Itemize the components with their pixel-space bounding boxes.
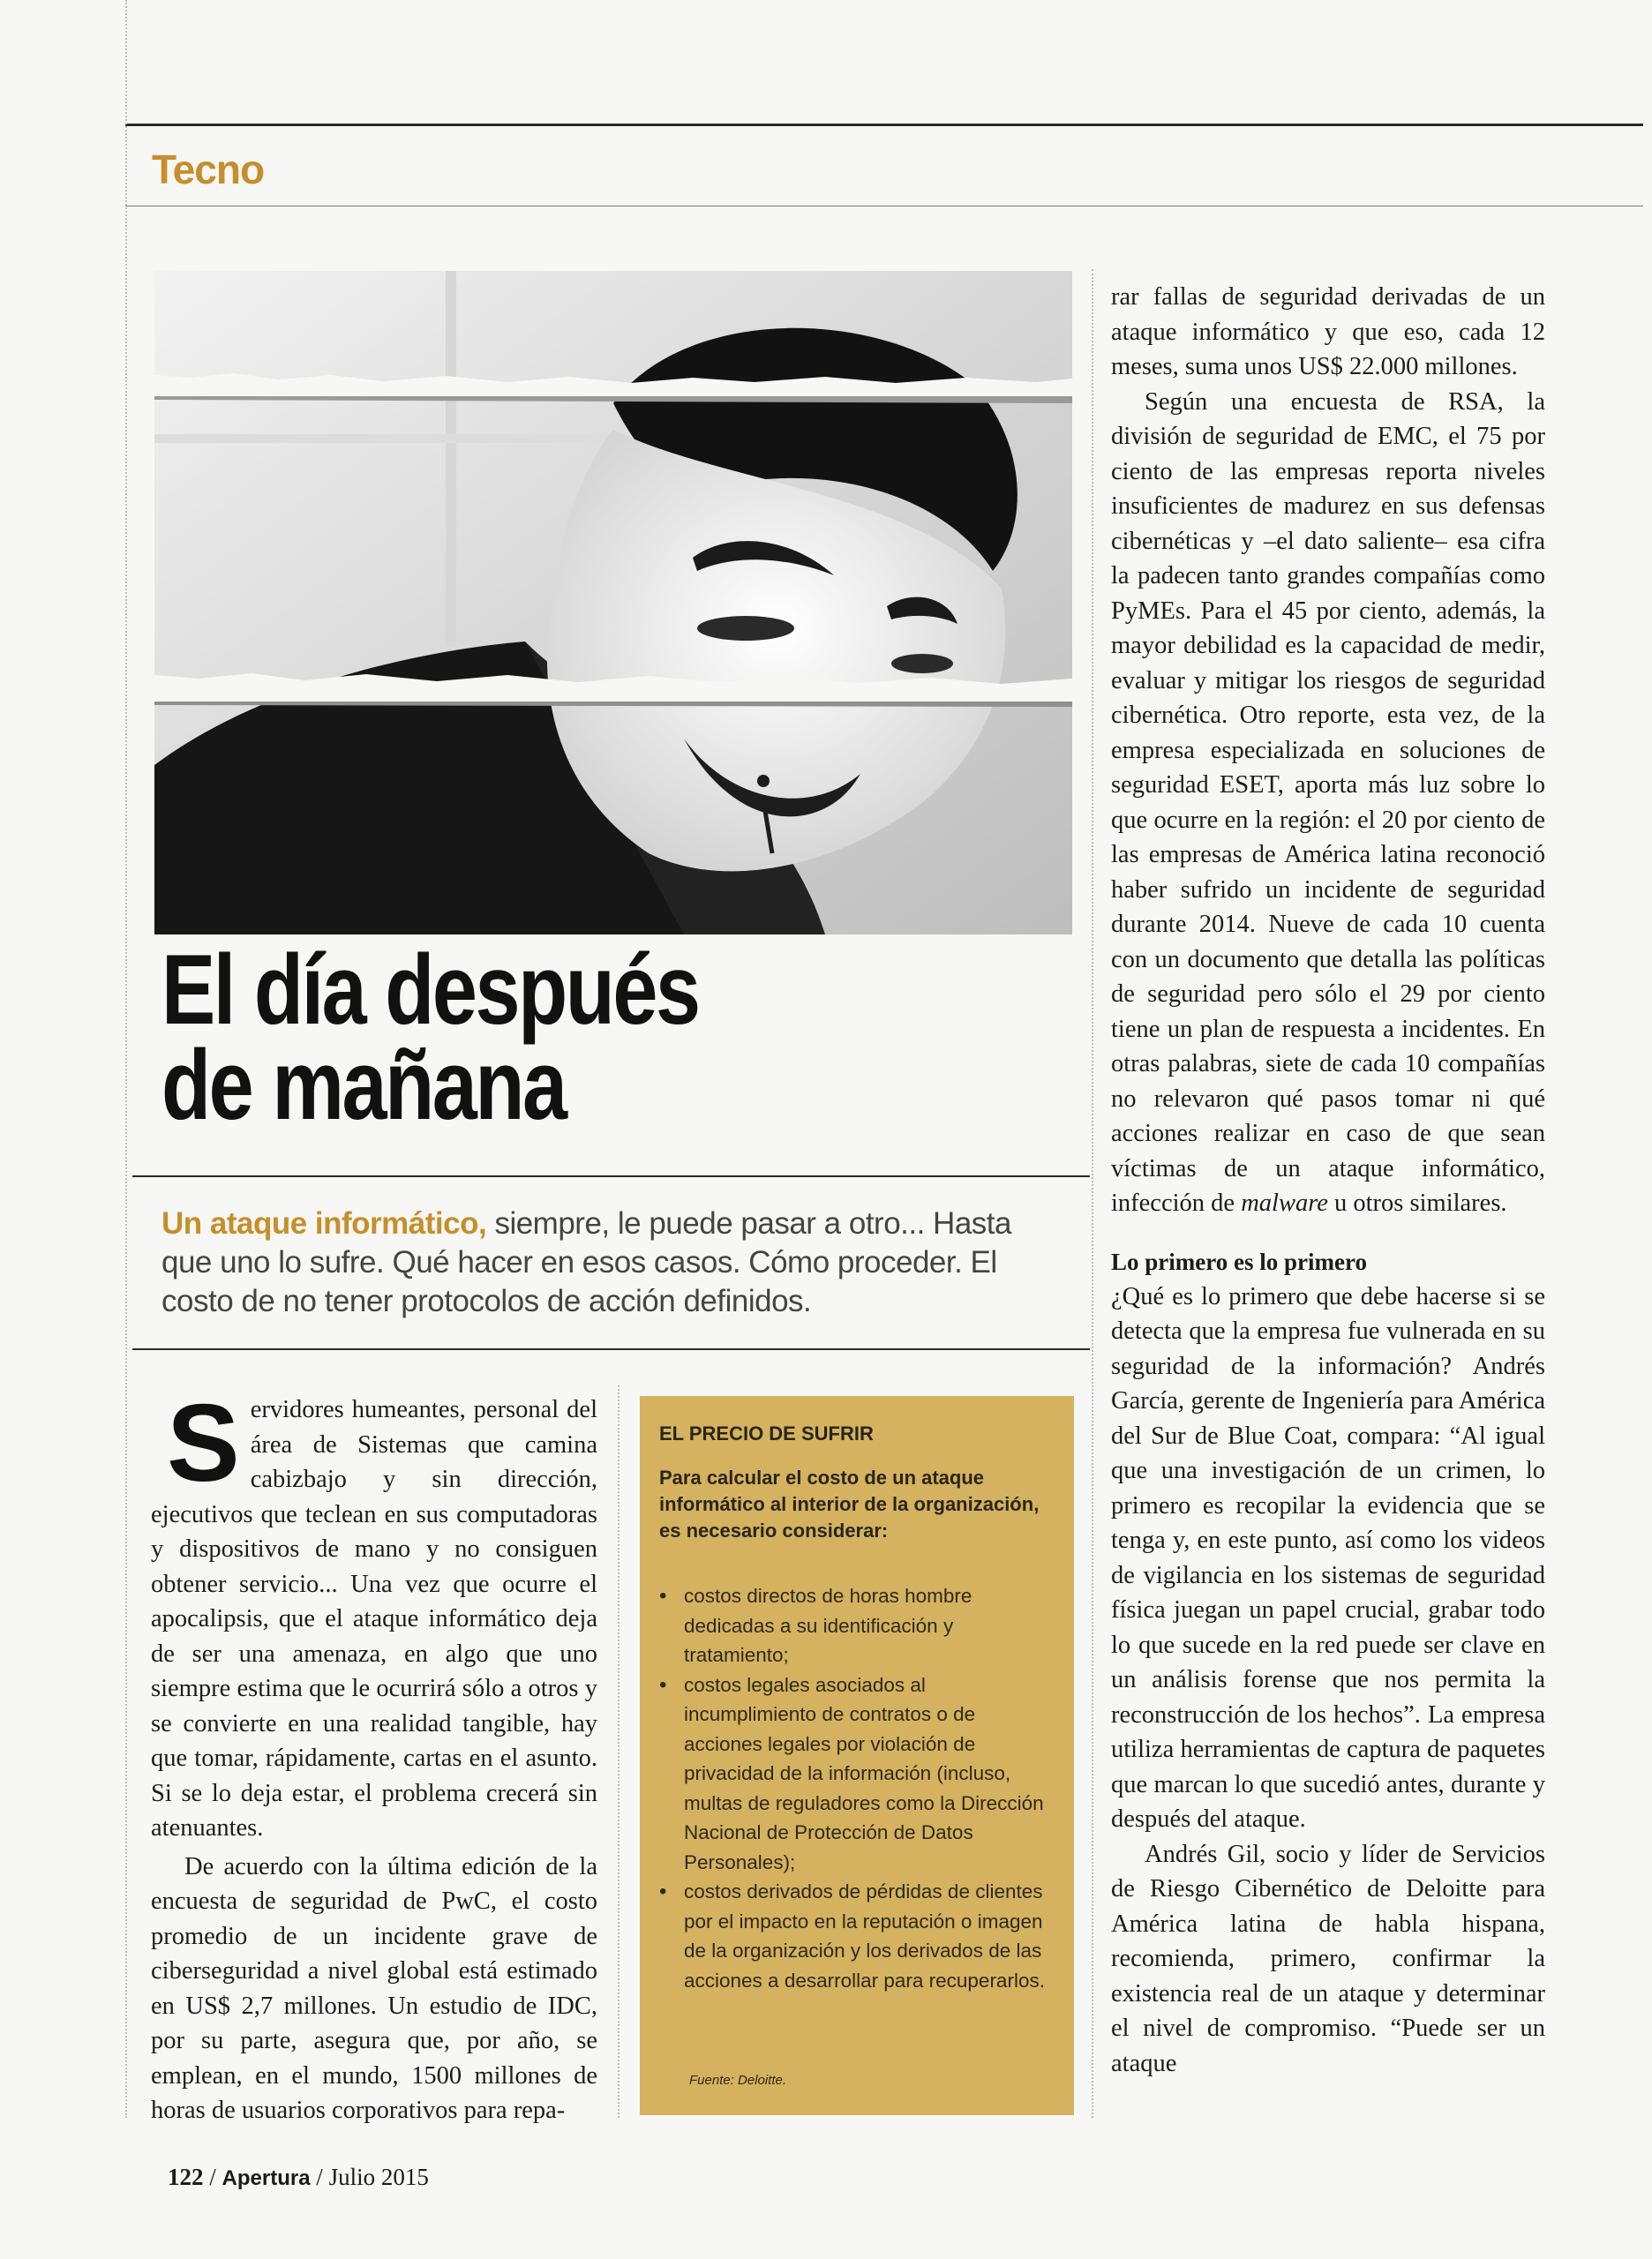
deck-text: siempre, le puede pasar a otro... Hasta que uno lo sufre. Qué hacer en esos casos. Cómo proceder. El costo de no tener protocolos de acción definidos. xyxy=(161,1206,1011,1318)
page-number: 122 xyxy=(168,2164,204,2190)
deck-lead: Un ataque informático, xyxy=(161,1206,487,1241)
body-paragraph: ¿Qué es lo primero que debe hacerse si se detecta que la empresa fue vulnerada en su seguridad de la información? Andrés García, gerente de Ingeniería para América del Sur de Blue Coat, compara: “Al igual que una investigación de un crimen, lo primero es recopilar la evidencia que se tenga y, en este punto, así como los videos de vigilancia en los sistemas de seguridad física juegan un papel crucial, grabar todo lo que sucede en la red puede ser clave en un análisis forense que nos permita la reconstrucción de los hechos”. La empresa utiliza herramientas de captura de paquetes que marcan lo que sucedió antes, durante y después del ataque. xyxy=(1111,1282,1545,1833)
section-label: Tecno xyxy=(152,146,265,192)
body-column-left xyxy=(151,1383,597,2128)
body-paragraph: Según una encuesta de RSA, la división de seguridad de EMC, el 75 por ciento de las empresas reporta niveles insuficientes de madurez en sus defensas cibernéticas y –el dato saliente– esa cifra la padecen tanto grandes compañías como PyMEs. Para el 45 por ciento, además, la mayor debilidad es la capacidad de medir, evaluar y mitigar los riesgos de seguridad cibernética. Otro reporte, esta vez, de la empresa especializada en soluciones de seguridad ESET, aporta más luz sobre lo que ocurre en la región: el 20 por ciento de las empresas de América latina reconoció haber sufrido un incidente de seguridad durante 2014. Nueve de cada 10 cuenta con un documento que detalla las políticas de seguridad pero sólo el 29 por ciento tiene un plan de respuesta a incidentes. En otras palabras, siete de cada 10 compañías no relevaron qué pasos tomar ni qué acciones realizar en caso de que sean víctimas de un ataque informático, infección de malware u otros similares. xyxy=(1111,387,1545,1217)
body-paragraph: De acuerdo con la última edición de la encuesta de seguridad de PwC, el costo promedio de un incidente grave de ciberseguridad a nivel global está estimado en US$ 2,7 millones. Un estudio de IDC, por su parte, asegura que, por año, se emplean, en el mundo, 1500 millones de horas de usuarios corporativos para repa- xyxy=(151,1852,597,2124)
page-footer: 122 / Apertura / Julio 2015 xyxy=(168,2164,429,2190)
sidebar-list-item: • costos legales asociados al incumplimiento de contratos o de acciones legales por violación de privacidad de la información (incluso, multas de reguladores como la Dirección Nacional de Protección de Datos Personales); xyxy=(659,1670,1048,1878)
drop-cap: S xyxy=(167,1383,240,1505)
deck xyxy=(161,1205,1062,1321)
body-paragraph: rar fallas de seguridad derivadas de un ataque informático y que eso, cada 12 meses, suma unos US$ 22.000 millones. xyxy=(1111,283,1545,380)
hero-photo xyxy=(154,271,1072,934)
deck-bottom-rule xyxy=(132,1348,1090,1350)
headline-line-2: de mañana xyxy=(161,1030,566,1140)
magazine-name: Apertura xyxy=(222,2166,311,2190)
masked-person-illustration xyxy=(154,271,1072,934)
sidebar-intro: Para calcular el costo de un ataque informático al interior de la organización, es necesario considerar: xyxy=(659,1467,1040,1542)
deck-top-rule xyxy=(132,1175,1090,1177)
sidebar-title: EL PRECIO DE SUFRIR xyxy=(659,1422,874,1445)
body-paragraph: Servidores humeantes, personal del área de Sistemas que camina cabizbajo y sin dirección, ejecutivos que teclean en sus computadoras y dispositivos de mano y no consiguen obtener servicio... Una vez que ocurre el apocalipsis, que el ataque informático deja de ser una amenaza, en algo que uno siempre estima que le ocurrirá sólo a otros y se convierte en una realidad tangible, hay que tomar, rápidamente, cartas en el asunto. Si se lo deja estar, el problema crecerá sin atenuantes. xyxy=(151,1383,597,1842)
issue-date: Julio 2015 xyxy=(328,2164,429,2190)
sidebar-list xyxy=(659,1581,1048,1995)
sidebar-list-item: • costos directos de horas hombre dedicadas a su identificación y tratamiento; xyxy=(659,1581,1048,1670)
sidebar-box xyxy=(640,1396,1074,2115)
subheading: Lo primero es lo primero xyxy=(1111,1248,1367,1275)
left-margin-guide xyxy=(125,0,127,2118)
headline-line-1: El día después xyxy=(161,934,699,1045)
column-divider-right xyxy=(1092,269,1093,2118)
sidebar-list-item: • costos derivados de pérdidas de clientes por el impacto en la reputación o imagen de la organización y los derivados de las acciones a desarrollar para recuperarlos. xyxy=(659,1877,1048,1995)
sidebar-source: Fuente: Deloitte. xyxy=(689,2073,787,2088)
body-column-right xyxy=(1111,280,1545,2081)
body-paragraph: Andrés Gil, socio y líder de Servicios de Riesgo Cibernético de Deloitte para América latina de habla hispana, recomienda, primero, confirmar la existencia real de un ataque y determinar el nivel de compromiso. “Puede ser un ataque xyxy=(1111,1840,1545,2077)
column-divider-left xyxy=(618,1385,620,2118)
top-rule xyxy=(125,124,1643,126)
headline xyxy=(161,934,907,1140)
